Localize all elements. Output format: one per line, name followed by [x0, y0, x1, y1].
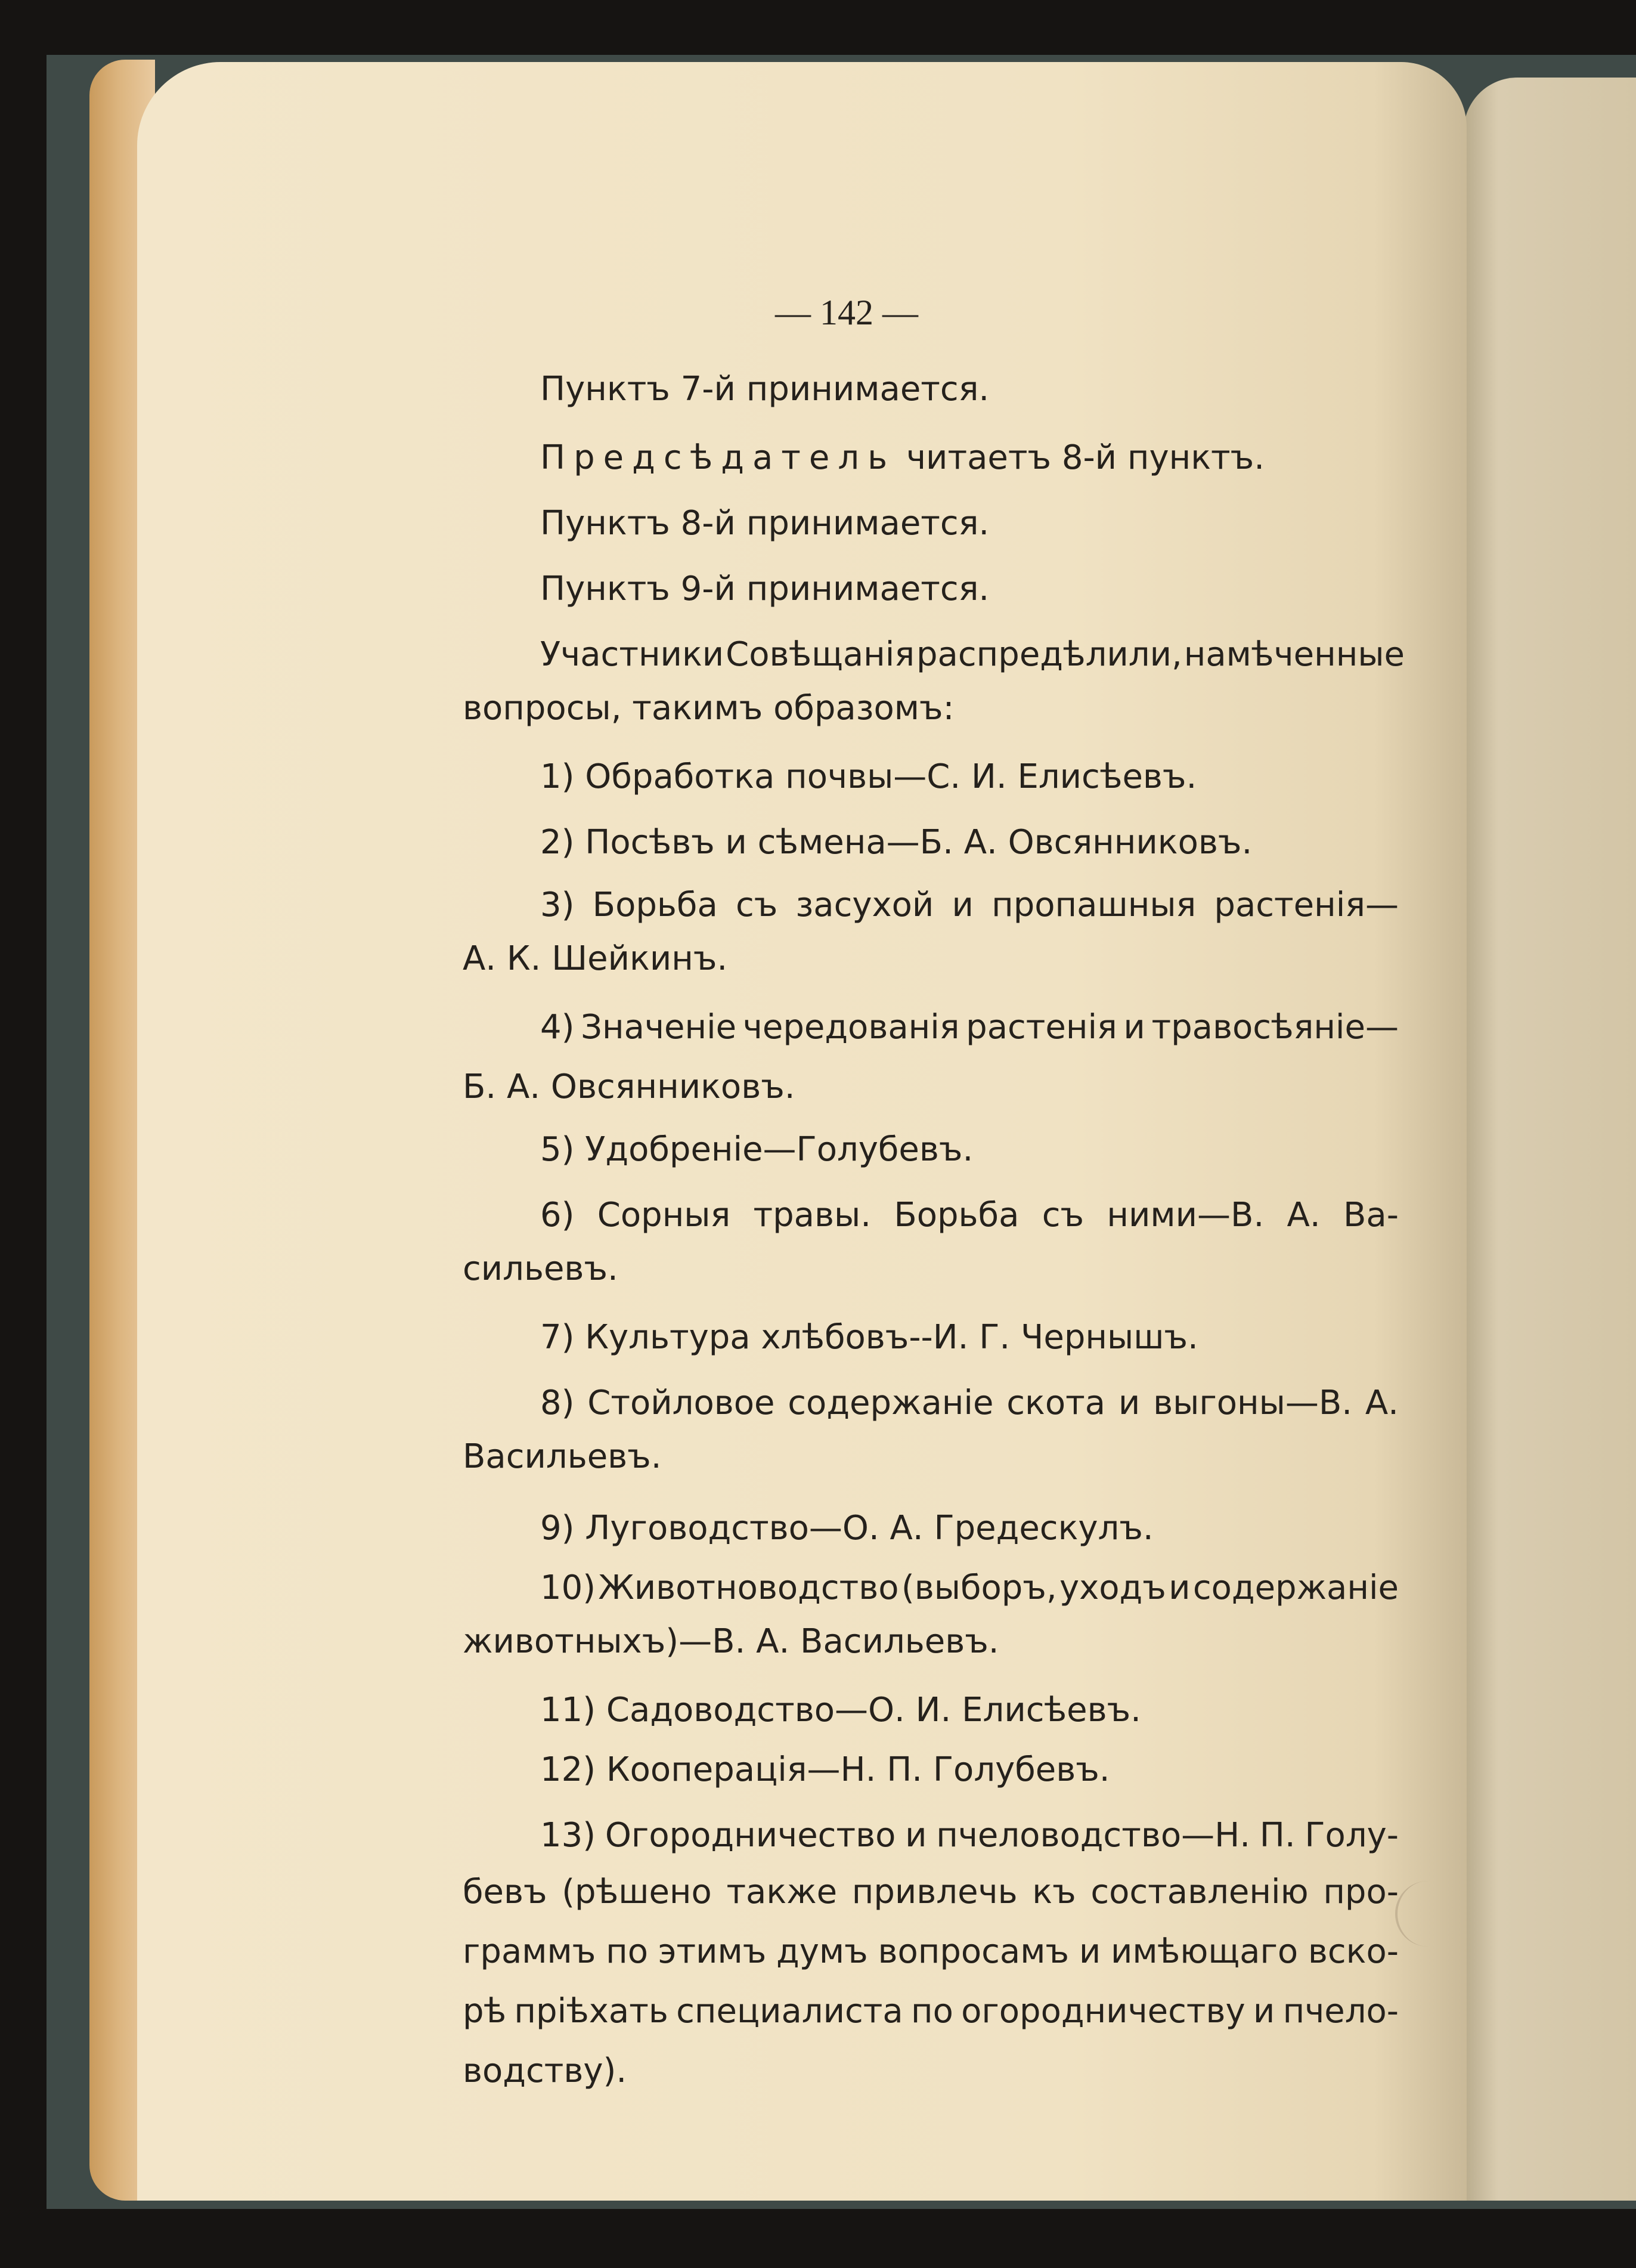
word: травосѣяніе— [1151, 1008, 1399, 1047]
text-line: водству). [463, 2052, 627, 2090]
text-line [463, 1932, 1399, 1971]
word: выгоны—В. [1153, 1384, 1353, 1422]
text-line [540, 635, 1405, 674]
word: специалиста [676, 1992, 903, 2031]
text-line [540, 1568, 1399, 1607]
text-line: 5) Удобреніе—Голубевъ. [540, 1130, 974, 1169]
word: этимъ [658, 1932, 767, 1971]
word: распредѣлили, [916, 635, 1182, 674]
word: и [1123, 1008, 1145, 1047]
word: также [726, 1873, 838, 1911]
word: думъ [776, 1932, 868, 1971]
word: пчеловодство—Н. [936, 1816, 1251, 1855]
word: Сорныя [597, 1196, 731, 1234]
text-line: сильевъ. [463, 1249, 618, 1288]
text-line: 1) Обработка почвы—С. И. Елисѣевъ. [540, 757, 1197, 796]
word: и [1253, 1992, 1275, 2031]
word: Совѣщанія [726, 635, 915, 674]
word: 4) [540, 1008, 575, 1047]
word: ними—В. [1107, 1196, 1265, 1234]
text-line [540, 1384, 1399, 1422]
speaker-name: Предсѣдатель [540, 438, 896, 477]
word: Значеніе [581, 1008, 737, 1047]
text-line: 2) Посѣвъ и сѣмена—Б. А. Овсянниковъ. [540, 823, 1253, 862]
word: 8) [540, 1384, 575, 1422]
word: Огородничество [605, 1816, 896, 1855]
word: и [905, 1816, 927, 1855]
word: травы. [753, 1196, 872, 1234]
word: содержаніе [788, 1384, 994, 1422]
word: по [910, 1992, 953, 2031]
word: пропашныя [991, 886, 1197, 924]
word: А. [1365, 1384, 1399, 1422]
word: (выборъ, [901, 1568, 1057, 1607]
word: Участники [540, 635, 724, 674]
word: Ва- [1343, 1196, 1399, 1234]
word: Борьба [894, 1196, 1020, 1234]
word: А. [1287, 1196, 1321, 1234]
text-line: вопросы, такимъ образомъ: [463, 689, 955, 728]
text-fragment: читаетъ 8-й пунктъ. [906, 438, 1265, 477]
word: имѣющаго [1110, 1932, 1299, 1971]
text-line: животныхъ)—В. А. Васильевъ. [463, 1622, 999, 1661]
word: (рѣшено [562, 1873, 712, 1911]
text-line [540, 886, 1399, 924]
word: содержаніе [1192, 1568, 1399, 1607]
text-line: Пунктъ 7-й принимается. [540, 370, 990, 409]
word: съ [735, 886, 778, 924]
word: вопросамъ [878, 1932, 1070, 1971]
word: 10) [540, 1568, 596, 1607]
text-line: Пунктъ 8-й принимается. [540, 504, 990, 543]
page-number: — 142 — [775, 293, 918, 332]
word: растенія [966, 1008, 1117, 1047]
text-line [540, 438, 1265, 477]
word: чередованія [742, 1008, 960, 1047]
word: П. [1259, 1816, 1296, 1855]
word: про- [1323, 1873, 1399, 1911]
word: и [1079, 1932, 1101, 1971]
text-line: 12) Кооперація—Н. П. Голубевъ. [540, 1750, 1110, 1789]
word: съ [1042, 1196, 1085, 1234]
text-line [540, 1008, 1399, 1047]
word: къ [1032, 1873, 1076, 1911]
word: и [1169, 1568, 1191, 1607]
word: и [1118, 1384, 1141, 1422]
text-line: Васильевъ. [463, 1437, 662, 1476]
word: пчело- [1282, 1992, 1399, 2031]
word: 13) [540, 1816, 596, 1855]
word: 3) [540, 886, 575, 924]
word: вско- [1307, 1932, 1399, 1971]
word: составленію [1090, 1873, 1309, 1911]
word: намѣченные [1183, 635, 1405, 674]
word: Животноводство [598, 1568, 899, 1607]
word: растенія— [1214, 886, 1399, 924]
text-line: 9) Луговодство—О. А. Гредескулъ. [540, 1509, 1154, 1548]
word: скота [1006, 1384, 1106, 1422]
text-line [540, 1196, 1399, 1234]
word: рѣ [463, 1992, 507, 2031]
word: засухой [795, 886, 934, 924]
word: Стойловое [587, 1384, 775, 1422]
text-line [463, 1992, 1399, 2031]
word: Голу- [1305, 1816, 1399, 1855]
text-line: Б. А. Овсянниковъ. [463, 1068, 795, 1106]
word: 6) [540, 1196, 575, 1234]
text-line: 7) Культура хлѣбовъ--И. Г. Чернышъ. [540, 1318, 1198, 1357]
word: уходъ [1059, 1568, 1166, 1607]
word: и [952, 886, 974, 924]
text-line: А. К. Шейкинъ. [463, 939, 728, 978]
word: привлечь [851, 1873, 1018, 1911]
text-line: 11) Садоводство—О. И. Елисѣевъ. [540, 1691, 1141, 1729]
word: Борьба [592, 886, 718, 924]
word: огородничеству [961, 1992, 1245, 2031]
word: по [606, 1932, 648, 1971]
word: бевъ [463, 1873, 547, 1911]
word: граммъ [463, 1932, 596, 1971]
text-line: Пунктъ 9-й принимается. [540, 570, 990, 608]
text-line [540, 1816, 1399, 1855]
word: пріѣхать [514, 1992, 668, 2031]
text-line [463, 1873, 1399, 1911]
